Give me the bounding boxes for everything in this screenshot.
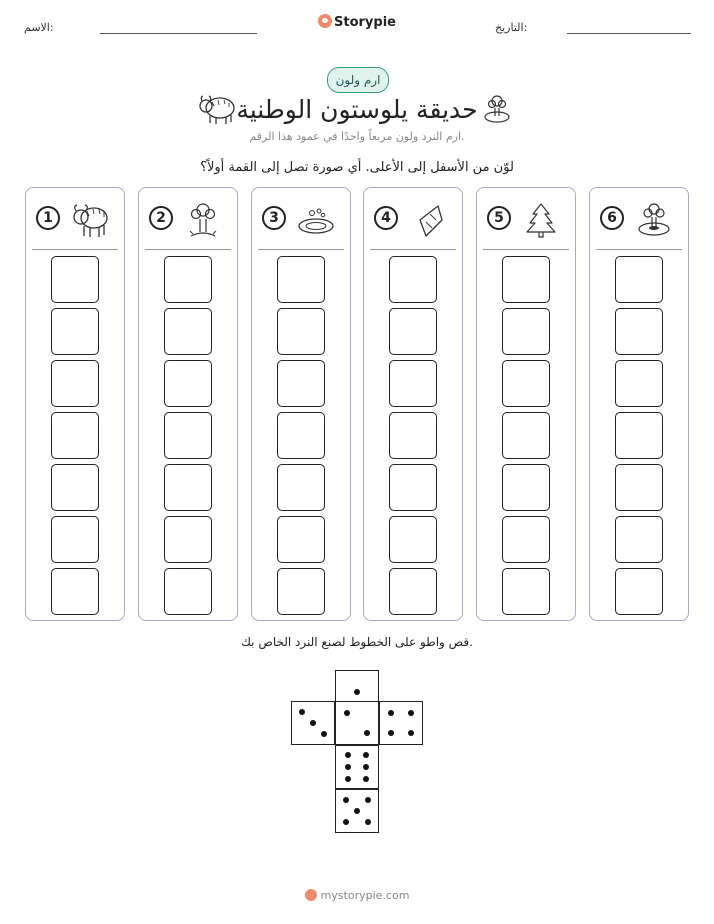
dice-face-6 [335,745,379,789]
color-square[interactable] [389,464,437,511]
color-square[interactable] [389,308,437,355]
instruction: لوّن من الأسفل إلى الأعلى. أي صورة تصل إلى القمة أولاً؟ [200,160,514,175]
dice-pip [365,819,371,825]
color-square[interactable] [277,308,325,355]
color-square[interactable] [389,568,437,615]
column-4 [363,187,463,621]
color-square[interactable] [615,360,663,407]
dice-pip [310,720,316,726]
page-title: حديقة يلوستون الوطنية [236,95,478,124]
pine-tree-icon [521,200,561,240]
column-number: 6 [600,206,624,230]
dice-pip [364,730,370,736]
color-square[interactable] [502,412,550,459]
column-number: 2 [149,206,173,230]
activity-badge: ارم ولون [327,67,389,93]
subtitle: ارم النرد ولون مربعاً واحدًا في عمود هذا الرقم. [249,130,465,143]
brand-logo [0,14,714,30]
column-5 [476,187,576,621]
geyser-eruption-icon [183,200,223,240]
bison-icon [70,200,110,240]
geyser-mound-icon [634,200,674,240]
column-number: 1 [36,206,60,230]
color-square[interactable] [277,412,325,459]
dice-pip [365,797,371,803]
color-square[interactable] [502,464,550,511]
column-divider [596,249,682,250]
dice-pip [345,764,351,770]
column-divider [32,249,118,250]
color-square[interactable] [51,464,99,511]
column-6 [589,187,689,621]
dice-pip [321,731,327,737]
color-square[interactable] [277,516,325,563]
column-1 [25,187,125,621]
dice-pip [343,819,349,825]
color-square[interactable] [164,568,212,615]
footer-logo-icon [305,889,317,901]
color-square[interactable] [164,256,212,303]
color-square[interactable] [277,464,325,511]
column-number: 5 [487,206,511,230]
dice-pip [344,710,350,716]
dice-pip [363,764,369,770]
color-square[interactable] [389,360,437,407]
color-square[interactable] [615,308,663,355]
column-2 [138,187,238,621]
footer [0,889,714,902]
dice-pip [354,808,360,814]
dice-pip [408,730,414,736]
color-square[interactable] [51,360,99,407]
column-divider [483,249,569,250]
color-square[interactable] [502,568,550,615]
color-square[interactable] [277,256,325,303]
dice-face-4 [379,701,423,745]
hot-spring-icon [296,200,336,240]
dice-face-3 [291,701,335,745]
dice-pip [363,776,369,782]
date-line[interactable] [567,33,691,34]
color-square[interactable] [277,360,325,407]
dice-face-5 [335,789,379,833]
color-square[interactable] [615,256,663,303]
color-square[interactable] [389,516,437,563]
geyser-title-icon [482,92,512,124]
color-square[interactable] [164,360,212,407]
color-square[interactable] [502,308,550,355]
color-square[interactable] [277,568,325,615]
column-number: 3 [262,206,286,230]
color-square[interactable] [502,256,550,303]
column-3 [251,187,351,621]
color-square[interactable] [51,308,99,355]
dice-pip [354,689,360,695]
column-number: 4 [374,206,398,230]
dice-pip [363,752,369,758]
dice-face-2 [335,701,379,745]
color-square[interactable] [615,464,663,511]
color-square[interactable] [502,360,550,407]
color-square[interactable] [164,412,212,459]
color-square[interactable] [615,412,663,459]
color-square[interactable] [615,516,663,563]
color-square[interactable] [51,256,99,303]
dice-pip [345,776,351,782]
dice-pip [388,730,394,736]
dice-pip [343,797,349,803]
date-label: التاريخ: [495,21,528,34]
name-label: الاسم: [24,21,54,34]
color-square[interactable] [51,568,99,615]
color-square[interactable] [51,516,99,563]
dice-pip [388,710,394,716]
color-square[interactable] [164,516,212,563]
dice-pip [345,752,351,758]
name-line[interactable] [100,33,257,34]
color-square[interactable] [615,568,663,615]
color-square[interactable] [389,256,437,303]
dice-pip [408,710,414,716]
dice-pip [299,709,305,715]
arrowhead-icon [408,200,448,240]
footer-url[interactable]: mystorypie.com [320,889,410,902]
storypie-logo-icon [318,14,332,28]
cut-instruction: قص واطو على الخطوط لصنع النرد الخاص بك. [241,635,473,649]
brand-name: Storypie [334,15,396,30]
color-square[interactable] [164,308,212,355]
column-divider [370,249,456,250]
color-square[interactable] [502,516,550,563]
color-square[interactable] [389,412,437,459]
color-square[interactable] [51,412,99,459]
color-square[interactable] [164,464,212,511]
column-divider [145,249,231,250]
column-divider [258,249,344,250]
